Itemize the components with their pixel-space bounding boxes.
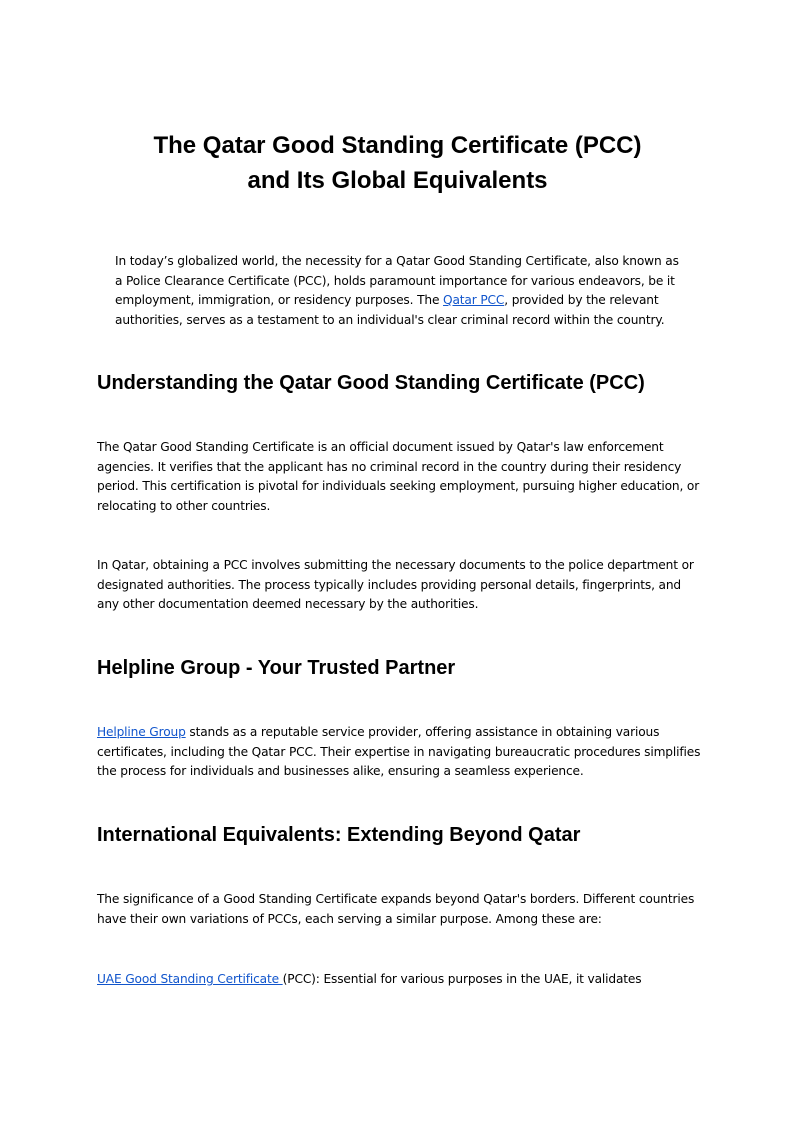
- section-heading-understanding: Understanding the Qatar Good Standing Certificate (PCC): [97, 372, 645, 394]
- section2-line-1-text: stands as a reputable service provider, offering assistance in obtaining various: [185, 725, 660, 739]
- intro-line-1: In today’s globalized world, the necessity for a Qatar Good Standing Certificate, also known as: [115, 254, 679, 268]
- section2-line-1: [97, 723, 700, 743]
- title-line-2: and Its Global Equivalents: [247, 167, 548, 194]
- section1-p1-line-3: period. This certification is pivotal for individuals seeking employment, pursuing higher education, or: [97, 479, 700, 493]
- section-heading-international: International Equivalents: Extending Beyond Qatar: [97, 824, 581, 846]
- section1-paragraph-1: [97, 438, 699, 516]
- section2-paragraph: [97, 723, 700, 782]
- intro-line-3: [115, 291, 679, 311]
- intro-line-3-text-b: , provided by the relevant: [504, 293, 659, 307]
- section1-p1-line-1: The Qatar Good Standing Certificate is an official document issued by Qatar's law enforcement: [97, 440, 664, 454]
- uae-item-line: [97, 970, 641, 990]
- document-title: [60, 128, 735, 198]
- section2-line-3: the process for individuals and businesses alike, ensuring a seamless experience.: [97, 764, 584, 778]
- section1-p2-line-3: any other documentation deemed necessary by the authorities.: [97, 597, 479, 611]
- intro-line-4: authorities, serves as a testament to an individual's clear criminal record within the country.: [115, 312, 665, 327]
- uae-item-text: (PCC): Essential for various purposes in the UAE, it validates: [282, 972, 642, 986]
- section3-p1-line-2: have their own variations of PCCs, each serving a similar purpose. Among these are:: [97, 911, 602, 926]
- uae-good-standing-certificate-link[interactable]: UAE Good Standing Certificate: [97, 972, 283, 986]
- section-heading-helpline: Helpline Group - Your Trusted Partner: [97, 657, 456, 679]
- section3-paragraph-1: [97, 890, 694, 929]
- intro-paragraph: [115, 252, 679, 330]
- section3-list-item-uae: [97, 970, 641, 990]
- section1-p1-line-2: agencies. It verifies that the applicant has no criminal record in the country during their residency: [97, 459, 682, 474]
- intro-line-2: a Police Clearance Certificate (PCC), holds paramount importance for various endeavors, be it: [115, 273, 675, 288]
- section1-paragraph-2: [97, 556, 694, 615]
- title-line-1: The Qatar Good Standing Certificate (PCC): [153, 132, 642, 159]
- section1-p2-line-2: designated authorities. The process typically includes providing personal details, fingerprints, and: [97, 577, 682, 592]
- section2-line-2: certificates, including the Qatar PCC. Their expertise in navigating bureaucratic procedures simplifies: [97, 744, 701, 759]
- helpline-group-link[interactable]: Helpline Group: [97, 725, 186, 739]
- section1-p2-line-1: In Qatar, obtaining a PCC involves submitting the necessary documents to the police department or: [97, 558, 694, 572]
- section1-p1-line-4: relocating to other countries.: [97, 498, 271, 513]
- qatar-pcc-link[interactable]: Qatar PCC: [443, 293, 505, 307]
- intro-line-3-text-a: employment, immigration, or residency purposes. The: [115, 293, 444, 307]
- section3-p1-line-1: The significance of a Good Standing Certificate expands beyond Qatar's borders. Different countries: [97, 892, 695, 906]
